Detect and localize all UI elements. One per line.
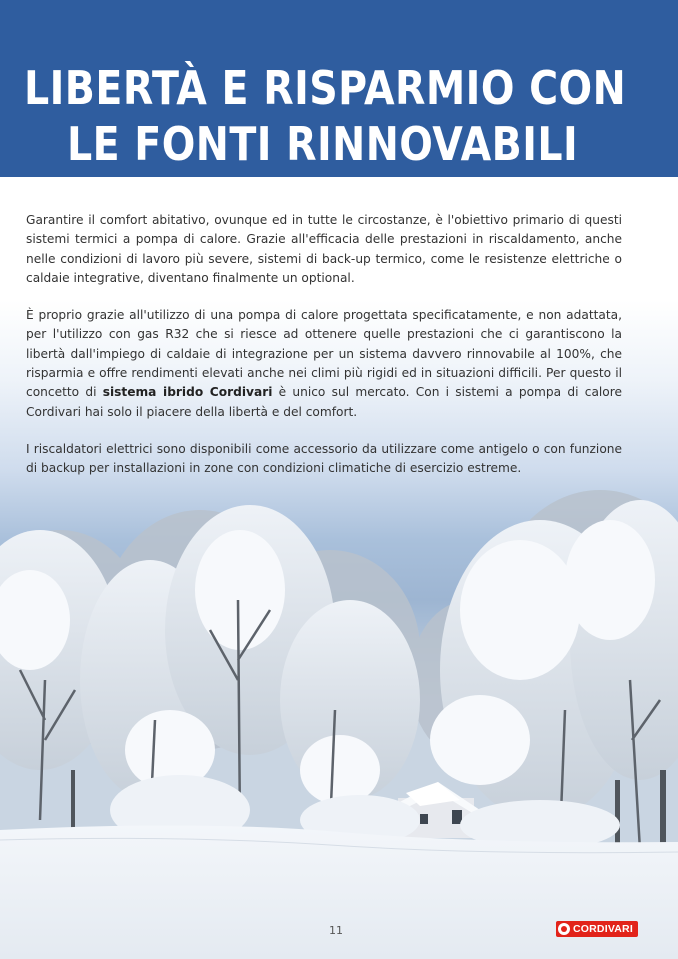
brand-highlight: sistema ibrido Cordivari — [102, 385, 273, 400]
paragraph-2 — [26, 306, 622, 422]
logo-mark-icon — [558, 923, 570, 935]
page-title — [24, 60, 627, 172]
title-line-2: LE FONTI RINNOVABILI — [67, 117, 579, 171]
page-number: 11 — [329, 924, 343, 937]
title-line-1: LIBERTÀ E RISPARMIO CON — [24, 61, 627, 115]
logo-text: CORDIVARI — [573, 923, 633, 935]
paragraph-2-text-a: È proprio grazie all'utilizzo di una pompa di calore progettata specificatamente, e non adattata, per l'utilizzo con gas R32 che si riesce ad ottenere quelle prestazioni che ci garantiscono la libertà dall'impiego di caldaie di integrazione per un sistema davvero rinnovabile al 100%, che risparmia e offre rendimenti elevati anche nei climi più rigidi ed in situazioni difficili. Per questo il concetto di — [26, 308, 622, 400]
body-text — [26, 211, 622, 497]
cordivari-logo — [556, 921, 638, 937]
paragraph-3: I riscaldatori elettrici sono disponibili come accessorio da utilizzare come antigelo o con funzione di backup per installazioni in zone con condizioni climatiche di esercizio estreme. — [26, 441, 622, 476]
winter-landscape-photo — [0, 480, 678, 959]
paragraph-1: Garantire il comfort abitativo, ovunque ed in tutte le circostanze, è l'obiettivo primario di questi sistemi termici a pompa di calore. Grazie all'efficacia delle prestazioni in riscaldamento, anche nelle condizioni di lavoro più severe, sistemi di back-up termico, come le resistenze elettriche o caldaie integrative, diventano finalmente un optional. — [26, 213, 622, 285]
paragraph-2-text-b: è unico sul mercato. Con i sistemi a pompa di calore Cordivari hai solo il piacere della libertà e del comfort. — [26, 385, 622, 419]
